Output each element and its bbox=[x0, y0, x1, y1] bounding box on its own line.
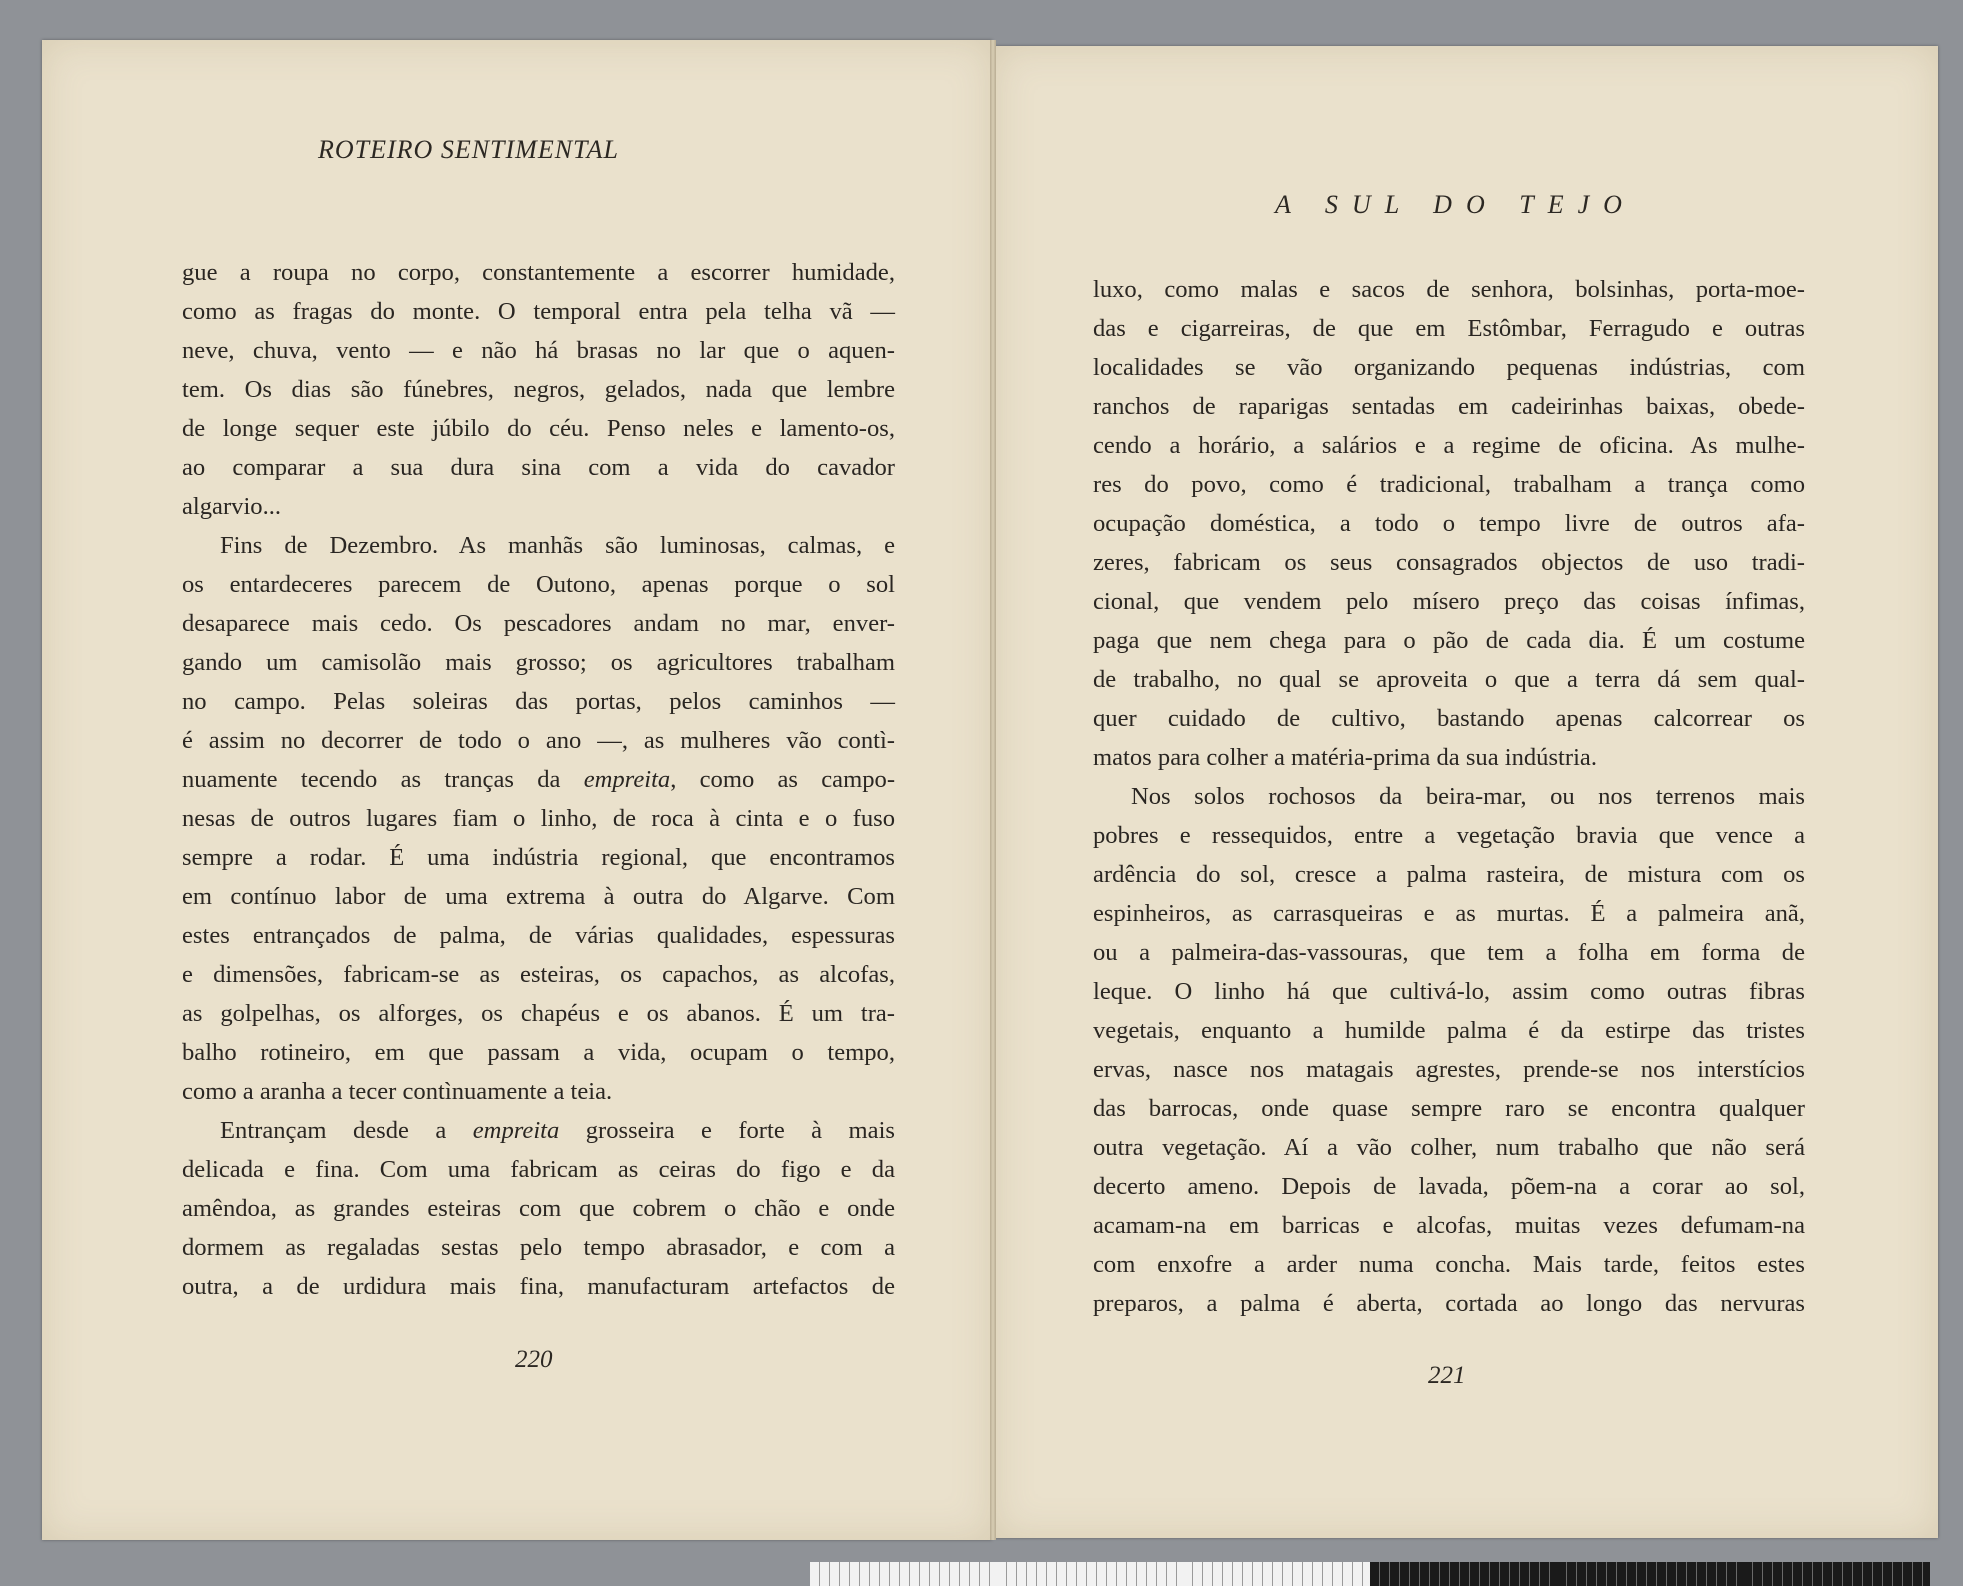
text-line: vegetais, enquanto a humilde palma é da estirpe das tristes bbox=[1093, 1017, 1805, 1044]
text-line: ranchos de raparigas sentadas em cadeirinhas baixas, obede- bbox=[1093, 393, 1805, 420]
book-gutter bbox=[990, 40, 996, 1540]
ruler-segment bbox=[997, 1562, 1184, 1586]
left-page-text bbox=[182, 253, 895, 1306]
text-line: amêndoa, as grandes esteiras com que cobrem o chão e onde bbox=[182, 1195, 895, 1222]
text-line: localidades se vão organizando pequenas indústrias, com bbox=[1093, 354, 1805, 381]
text-line: luxo, como malas e sacos de senhora, bolsinhas, porta-moe- bbox=[1093, 276, 1805, 303]
right-page-number: 221 bbox=[1428, 1362, 1466, 1389]
text-line: é assim no decorrer de todo o ano —, as mulheres vão contì- bbox=[182, 727, 895, 754]
text-line: das barrocas, onde quase sempre raro se encontra qualquer bbox=[1093, 1095, 1805, 1122]
ruler-segment bbox=[1183, 1562, 1370, 1586]
text-line: zeres, fabricam os seus consagrados objectos de uso tradi- bbox=[1093, 549, 1805, 576]
text-line: outra, a de urdidura mais fina, manufacturam artefactos de bbox=[182, 1273, 895, 1300]
right-running-head: A SUL DO TEJO bbox=[1275, 190, 1636, 219]
text-line: tem. Os dias são fúnebres, negros, gelados, nada que lembre bbox=[182, 376, 895, 403]
text-line: quer cuidado de cultivo, bastando apenas calcorrear os bbox=[1093, 705, 1805, 732]
text-line: decerto ameno. Depois de lavada, põem-na a corar ao sol, bbox=[1093, 1173, 1805, 1200]
right-page-text bbox=[1093, 270, 1805, 1323]
text-line: ao comparar a sua dura sina com a vida do cavador bbox=[182, 454, 895, 481]
text-line: ocupação doméstica, a todo o tempo livre de outros afa- bbox=[1093, 510, 1805, 537]
text-line: acamam-na em barricas e alcofas, muitas vezes defumam-na bbox=[1093, 1212, 1805, 1239]
text-line: gando um camisolão mais grosso; os agricultores trabalham bbox=[182, 649, 895, 676]
text-line: Fins de Dezembro. As manhãs são luminosas, calmas, e bbox=[220, 532, 895, 559]
text-line: ervas, nasce nos matagais agrestes, prende-se nos interstícios bbox=[1093, 1056, 1805, 1083]
text-line: sempre a rodar. É uma indústria regional, que encontramos bbox=[182, 844, 895, 871]
text-line: ardência do sol, cresce a palma rasteira, de mistura com os bbox=[1093, 861, 1805, 888]
text-line: Entrançam desde a empreita grosseira e forte à mais bbox=[220, 1117, 895, 1144]
text-line: estes entrançados de palma, de várias qualidades, espessuras bbox=[182, 922, 895, 949]
text-line: espinheiros, as carrasqueiras e as murtas. É a palmeira anã, bbox=[1093, 900, 1805, 927]
text-line: dormem as regaladas sestas pelo tempo abrasador, e com a bbox=[182, 1234, 895, 1261]
text-line: matos para colher a matéria-prima da sua indústria. bbox=[1093, 744, 1597, 771]
text-line: cendo a horário, a salários e a regime de oficina. As mulhe- bbox=[1093, 432, 1805, 459]
text-line: pobres e ressequidos, entre a vegetação bravia que vence a bbox=[1093, 822, 1805, 849]
text-line: desaparece mais cedo. Os pescadores andam no mar, enver- bbox=[182, 610, 895, 637]
text-line: preparos, a palma é aberta, cortada ao longo das nervuras bbox=[1093, 1290, 1805, 1317]
text-line: gue a roupa no corpo, constantemente a escorrer humidade, bbox=[182, 259, 895, 286]
ruler-segment bbox=[1743, 1562, 1930, 1586]
text-line: res do povo, como é tradicional, trabalham a trança como bbox=[1093, 471, 1805, 498]
left-running-head: ROTEIRO SENTIMENTAL bbox=[318, 135, 619, 164]
text-line: de longe sequer este júbilo do céu. Penso neles e lamento-os, bbox=[182, 415, 895, 442]
text-line: de trabalho, no qual se aproveita o que a terra dá sem qual- bbox=[1093, 666, 1805, 693]
text-line: nuamente tecendo as tranças da empreita, como as campo- bbox=[182, 766, 896, 793]
text-line: os entardeceres parecem de Outono, apenas porque o sol bbox=[182, 571, 895, 598]
text-line: leque. O linho há que cultivá-lo, assim como outras fibras bbox=[1093, 978, 1805, 1005]
text-line: como as fragas do monte. O temporal entra pela telha vã — bbox=[182, 298, 895, 325]
text-line: paga que nem chega para o pão de cada dia. É um costume bbox=[1093, 627, 1805, 654]
text-line: outra vegetação. Aí a vão colher, num trabalho que não será bbox=[1093, 1134, 1805, 1161]
scale-ruler bbox=[810, 1562, 1930, 1586]
text-line: das e cigarreiras, de que em Estômbar, Ferragudo e outras bbox=[1093, 315, 1805, 342]
text-line: em contínuo labor de uma extrema à outra do Algarve. Com bbox=[182, 883, 895, 910]
ruler-segment bbox=[1557, 1562, 1744, 1586]
text-line: algarvio... bbox=[182, 493, 282, 520]
ruler-segment bbox=[1370, 1562, 1557, 1586]
text-line: com enxofre a arder numa concha. Mais tarde, feitos estes bbox=[1093, 1251, 1805, 1278]
text-line: balho rotineiro, em que passam a vida, ocupam o tempo, bbox=[182, 1039, 895, 1066]
text-line: cional, que vendem pelo mísero preço das coisas ínfimas, bbox=[1093, 588, 1805, 615]
text-line: e dimensões, fabricam-se as esteiras, os capachos, as alcofas, bbox=[182, 961, 895, 988]
text-line: no campo. Pelas soleiras das portas, pelos caminhos — bbox=[182, 688, 895, 715]
text-line: neve, chuva, vento — e não há brasas no lar que o aquen- bbox=[182, 337, 895, 364]
left-page-number: 220 bbox=[515, 1346, 553, 1373]
text-line: nesas de outros lugares fiam o linho, de roca à cinta e o fuso bbox=[182, 805, 895, 832]
text-line: delicada e fina. Com uma fabricam as ceiras do figo e da bbox=[182, 1156, 895, 1183]
text-line: ou a palmeira-das-vassouras, que tem a folha em forma de bbox=[1093, 939, 1805, 966]
text-line: como a aranha a tecer contìnuamente a teia. bbox=[182, 1078, 613, 1105]
text-line: Nos solos rochosos da beira-mar, ou nos terrenos mais bbox=[1131, 783, 1805, 810]
text-line: as golpelhas, os alforges, os chapéus e os abanos. É um tra- bbox=[182, 1000, 895, 1027]
ruler-segment bbox=[810, 1562, 997, 1586]
